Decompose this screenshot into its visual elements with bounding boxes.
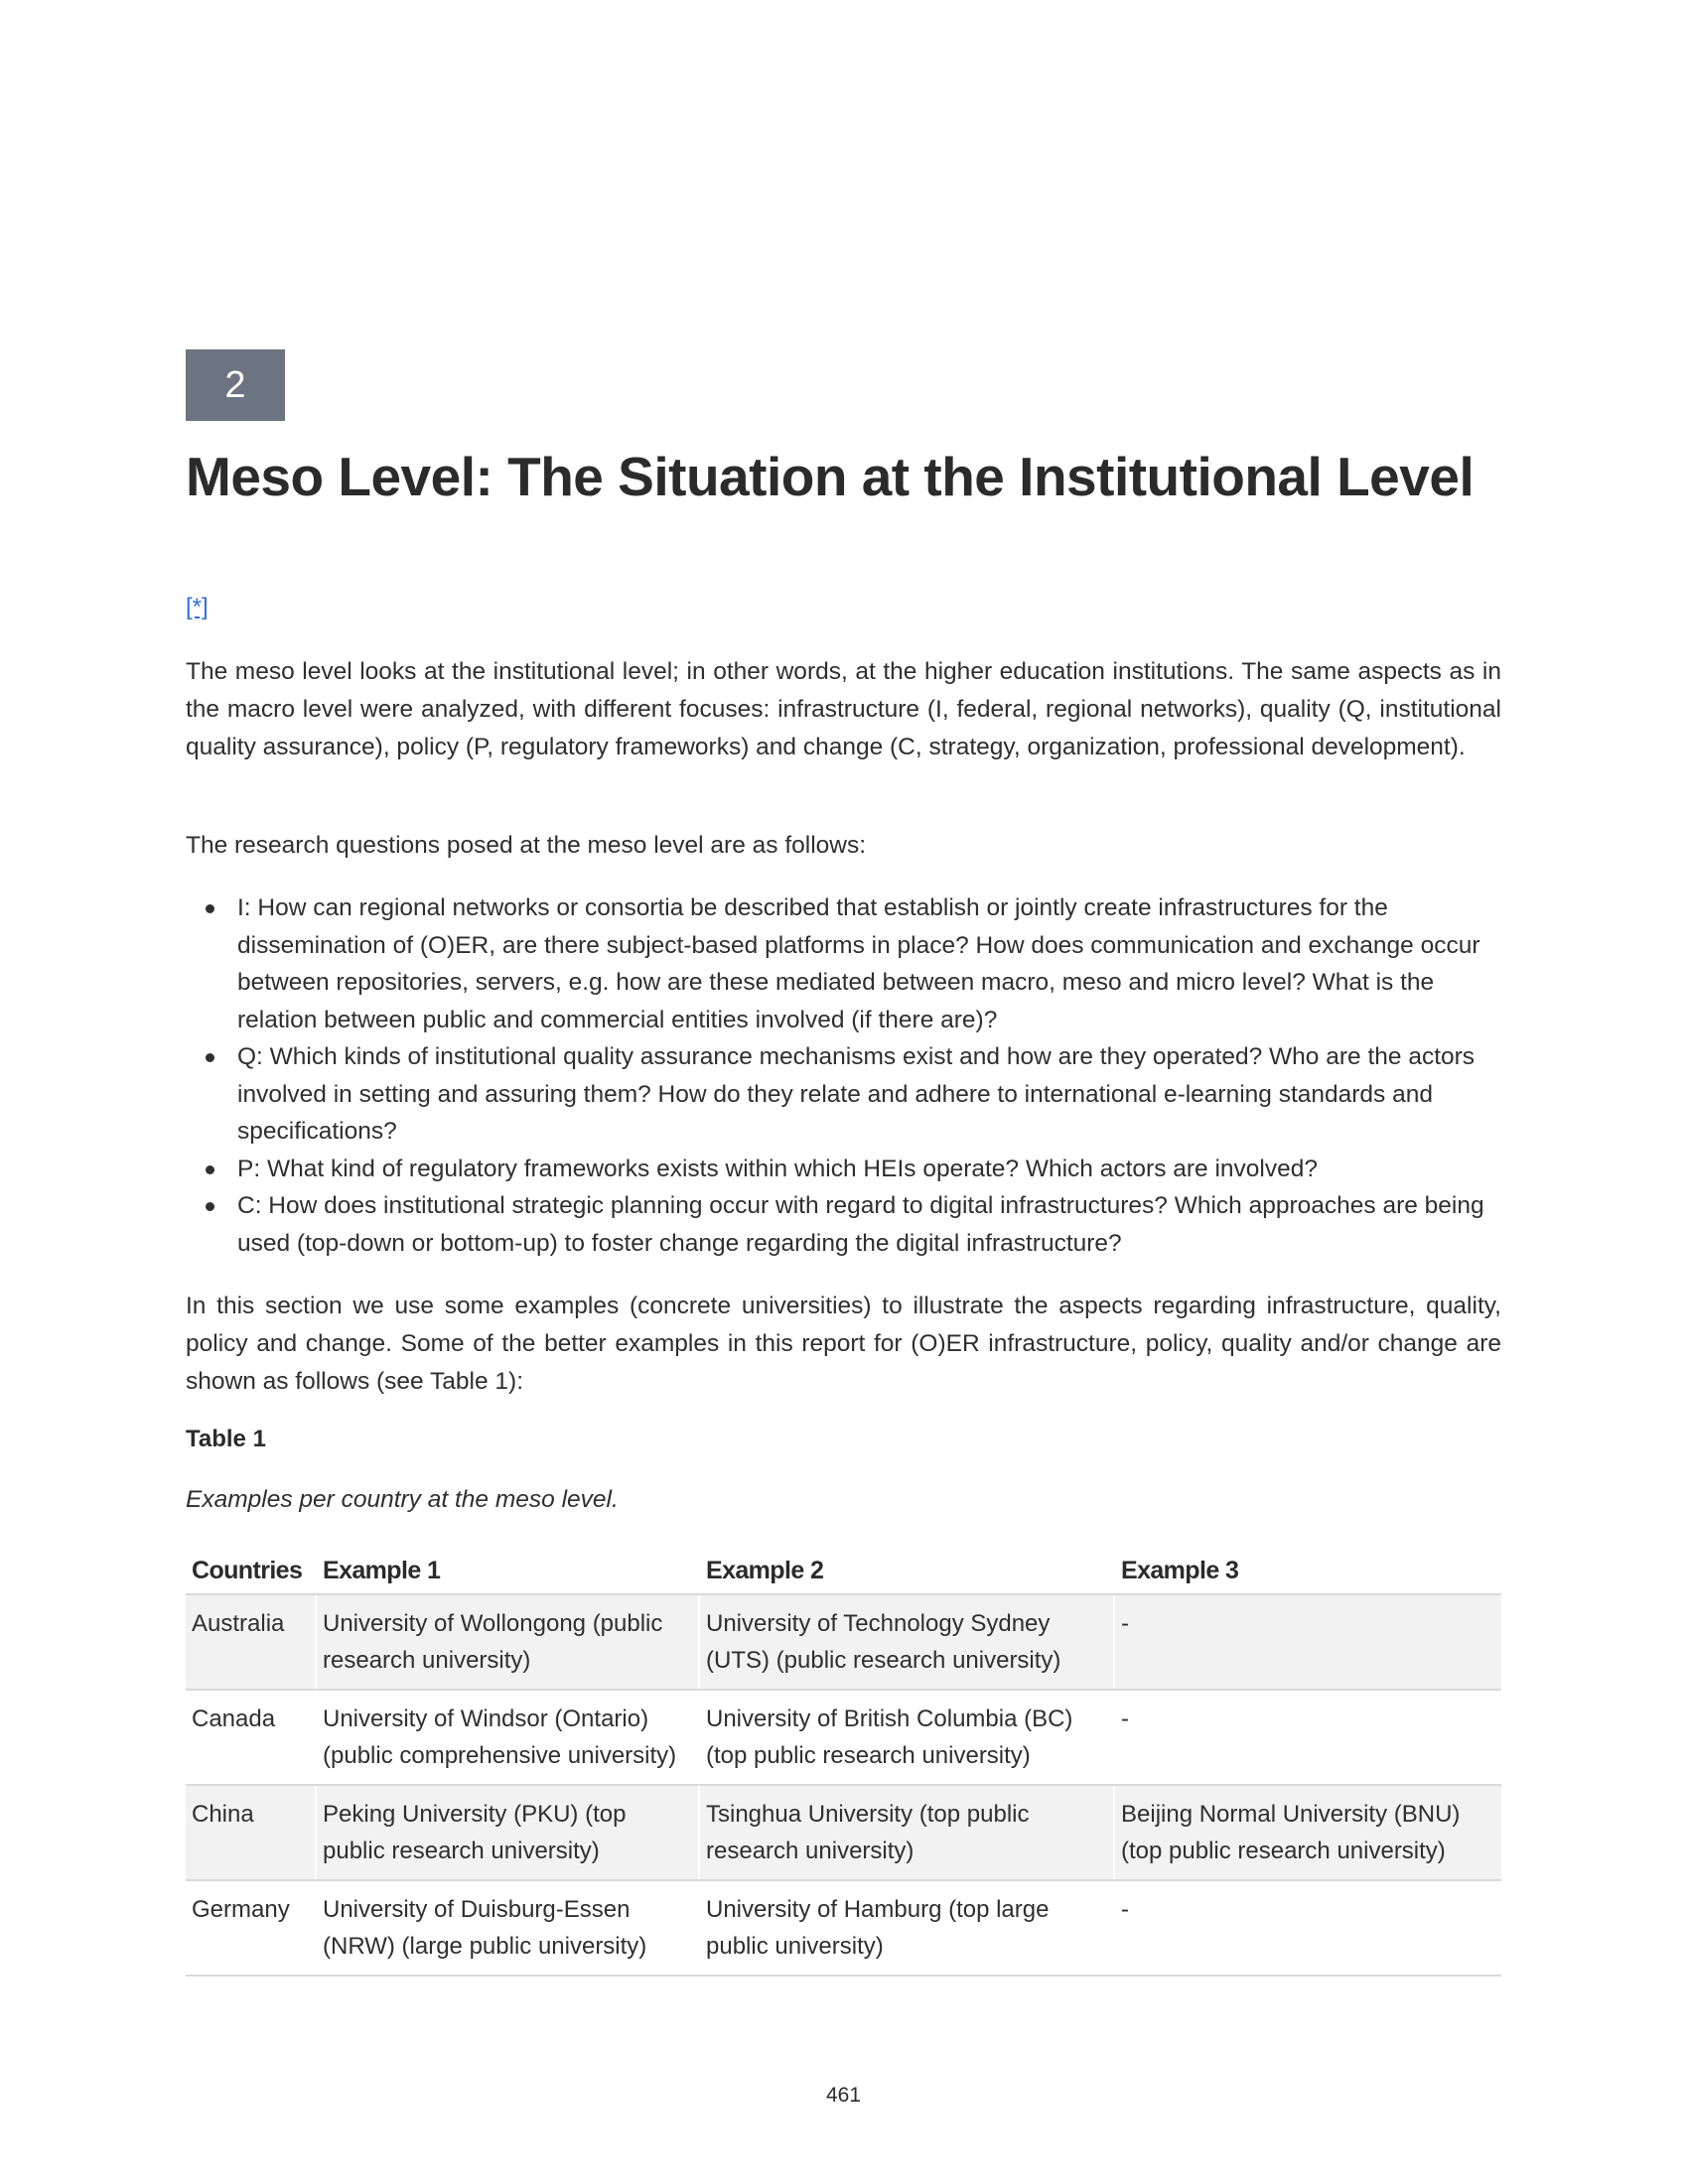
column-header-example-1: Example 1 bbox=[316, 1551, 699, 1594]
table-cell: Beijing Normal University (BNU) (top public research university) bbox=[1114, 1785, 1501, 1880]
examples-table bbox=[186, 1551, 1501, 1977]
table-caption: Examples per country at the meso level. bbox=[186, 1486, 619, 1513]
research-question-infrastructure: I: How can regional networks or consortia be described that establish or jointly create infrastructures for the dissemination of (O)ER, are there subject-based platforms in place? How does communication and exchange occur between repositories, servers, e.g. how are these mediated between macro, meso and micro level? What is the relation between public and commercial entities involved (if there are)? bbox=[237, 894, 1480, 1033]
table-cell: University of Wollongong (public research university) bbox=[316, 1594, 699, 1690]
footnote-link[interactable]: [*] bbox=[186, 594, 209, 620]
table-cell: University of Technology Sydney (UTS) (public research university) bbox=[699, 1594, 1114, 1690]
table-cell: University of British Columbia (BC) (top public research university) bbox=[699, 1690, 1114, 1785]
list-item bbox=[186, 1038, 1501, 1151]
page-number: 461 bbox=[825, 2084, 862, 2107]
bullet-icon bbox=[206, 904, 214, 913]
table-header-row bbox=[186, 1551, 1501, 1594]
section-paragraph: In this section we use some examples (concrete universities) to illustrate the aspects regarding infrastructure, quality, policy and change. Some of the better examples in this report for (O)ER infrastructure, policy, quality and/or change are shown as follows (see Table 1): bbox=[186, 1293, 1501, 1395]
table-cell: - bbox=[1114, 1690, 1501, 1785]
column-header-example-2: Example 2 bbox=[699, 1551, 1114, 1594]
research-question-quality: Q: Which kinds of institutional quality assurance mechanisms exist and how are they operated? Who are the actors involved in setting and assuring them? How do they relate and adhere to international e-learning standards and specifications? bbox=[237, 1043, 1476, 1145]
table-row bbox=[186, 1594, 1501, 1690]
table-label: Table 1 bbox=[186, 1426, 266, 1452]
research-questions-list bbox=[186, 889, 1501, 1262]
table-cell: - bbox=[1114, 1880, 1501, 1976]
table-cell: University of Windsor (Ontario) (public comprehensive university) bbox=[316, 1690, 699, 1785]
bullet-icon bbox=[206, 1165, 214, 1174]
research-question-change: C: How does institutional strategic planning occur with regard to digital infrastructures? Which approaches are being used (top-down or bottom-up) to foster change regarding the digital infrastructure? bbox=[237, 1192, 1484, 1257]
table-row bbox=[186, 1880, 1501, 1976]
research-questions-intro: The research questions posed at the meso level are as follows: bbox=[186, 832, 867, 859]
table-cell: Australia bbox=[186, 1594, 316, 1690]
list-item bbox=[186, 1151, 1501, 1188]
chapter-number-badge: 2 bbox=[186, 349, 285, 421]
table-cell: Tsinghua University (top public research university) bbox=[699, 1785, 1114, 1880]
table-row bbox=[186, 1690, 1501, 1785]
column-header-countries: Countries bbox=[186, 1551, 316, 1594]
intro-paragraph: The meso level looks at the institutional level; in other words, at the higher education institutions. The same aspects as in the macro level were analyzed, with different focuses: infrastructure (I, federal, regional networks), quality (Q, institutional quality assurance), policy (P, regulatory frameworks) and change (C, strategy, organization, professional development). bbox=[186, 658, 1501, 760]
table-cell: University of Duisburg-Essen (NRW) (large public university) bbox=[316, 1880, 699, 1976]
table-cell: Germany bbox=[186, 1880, 316, 1976]
list-item bbox=[186, 889, 1501, 1038]
table-cell: Peking University (PKU) (top public research university) bbox=[316, 1785, 699, 1880]
list-item bbox=[186, 1187, 1501, 1262]
column-header-example-3: Example 3 bbox=[1114, 1551, 1501, 1594]
table-row bbox=[186, 1785, 1501, 1880]
bullet-icon bbox=[206, 1202, 214, 1211]
bullet-icon bbox=[206, 1053, 214, 1062]
research-question-policy: P: What kind of regulatory frameworks exists within which HEIs operate? Which actors are involved? bbox=[237, 1155, 1318, 1182]
table-cell: - bbox=[1114, 1594, 1501, 1690]
chapter-title: Meso Level: The Situation at the Institutional Level bbox=[186, 446, 1475, 507]
table-cell: University of Hamburg (top large public university) bbox=[699, 1880, 1114, 1976]
table-cell: Canada bbox=[186, 1690, 316, 1785]
table-cell: China bbox=[186, 1785, 316, 1880]
